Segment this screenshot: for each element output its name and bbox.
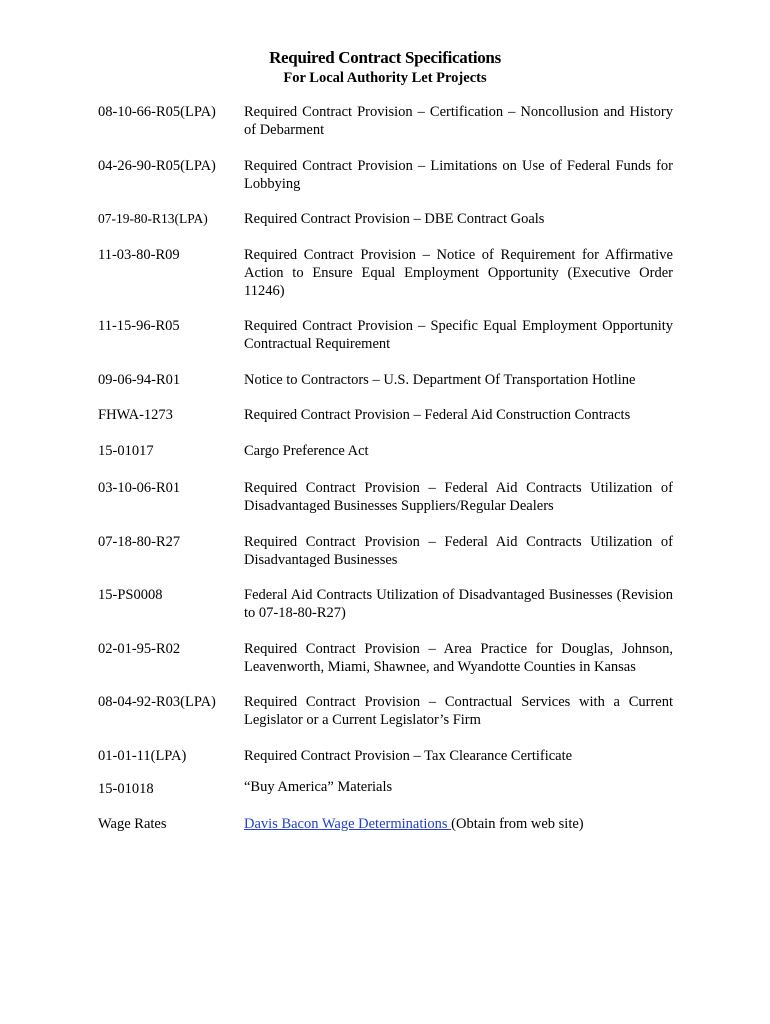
spec-code: 08-10-66-R05(LPA) <box>98 104 216 120</box>
spec-description: Federal Aid Contracts Utilization of Disadvantaged Businesses (Revision to 07-18-80-R27) <box>244 587 673 621</box>
wage-rates-description <box>244 815 673 833</box>
spec-description: Required Contract Provision – Federal Aid Contracts Utilization of Disadvantaged Businesses Suppliers/Regular Dealers <box>244 480 673 514</box>
spec-code: 02-01-95-R02 <box>98 641 181 657</box>
spec-code: 11-15-96-R05 <box>98 318 180 334</box>
spec-code: 04-26-90-R05(LPA) <box>98 158 216 174</box>
spec-description: Required Contract Provision – Federal Aid Construction Contracts <box>244 407 631 423</box>
spec-description: Notice to Contractors – U.S. Department Of Transportation Hotline <box>244 372 636 388</box>
spec-description: Required Contract Provision – Tax Clearance Certificate <box>244 748 573 764</box>
spec-description: Required Contract Provision – Area Practice for Douglas, Johnson, Leavenworth, Miami, Shawnee, and Wyandotte Counties in Kansas <box>244 641 673 675</box>
spec-code: 09-06-94-R01 <box>98 372 181 388</box>
spec-code: 15-01017 <box>98 443 154 459</box>
spec-description: Required Contract Provision – DBE Contract Goals <box>244 211 545 227</box>
spec-code: 15-01018 <box>98 781 154 797</box>
spec-code: 07-18-80-R27 <box>98 534 181 550</box>
spec-description: Required Contract Provision – Limitations on Use of Federal Funds for Lobbying <box>244 158 673 192</box>
spec-code: Wage Rates <box>98 816 167 832</box>
spec-description: “Buy America” Materials <box>244 779 393 795</box>
spec-code: 11-03-80-R09 <box>98 247 180 263</box>
spec-code: 15-PS0008 <box>98 587 163 603</box>
spec-code: 07-19-80-R13(LPA) <box>98 211 208 226</box>
wage-rates-note: (Obtain from web site) <box>451 816 584 832</box>
page-subtitle: For Local Authority Let Projects <box>283 70 487 86</box>
davis-bacon-link[interactable]: Davis Bacon Wage Determinations <box>244 816 452 832</box>
spec-description: Required Contract Provision – Notice of Requirement for Affirmative Action to Ensure Equal Employment Opportunity (Executive Order 11246) <box>244 247 673 299</box>
spec-description: Required Contract Provision – Contractual Services with a Current Legislator or a Current Legislator’s Firm <box>244 694 673 728</box>
spec-description: Required Contract Provision – Federal Aid Contracts Utilization of Disadvantaged Businesses <box>244 534 673 568</box>
spec-code: 01-01-11(LPA) <box>98 748 187 764</box>
page-title: Required Contract Specifications <box>269 48 501 67</box>
spec-code: FHWA-1273 <box>98 407 173 423</box>
spec-code: 08-04-92-R03(LPA) <box>98 694 216 710</box>
spec-description: Required Contract Provision – Specific Equal Employment Opportunity Contractual Requirement <box>244 318 673 352</box>
spec-description: Required Contract Provision – Certification – Noncollusion and History of Debarment <box>244 104 673 138</box>
spec-description: Cargo Preference Act <box>244 443 369 459</box>
spec-code: 03-10-06-R01 <box>98 480 181 496</box>
